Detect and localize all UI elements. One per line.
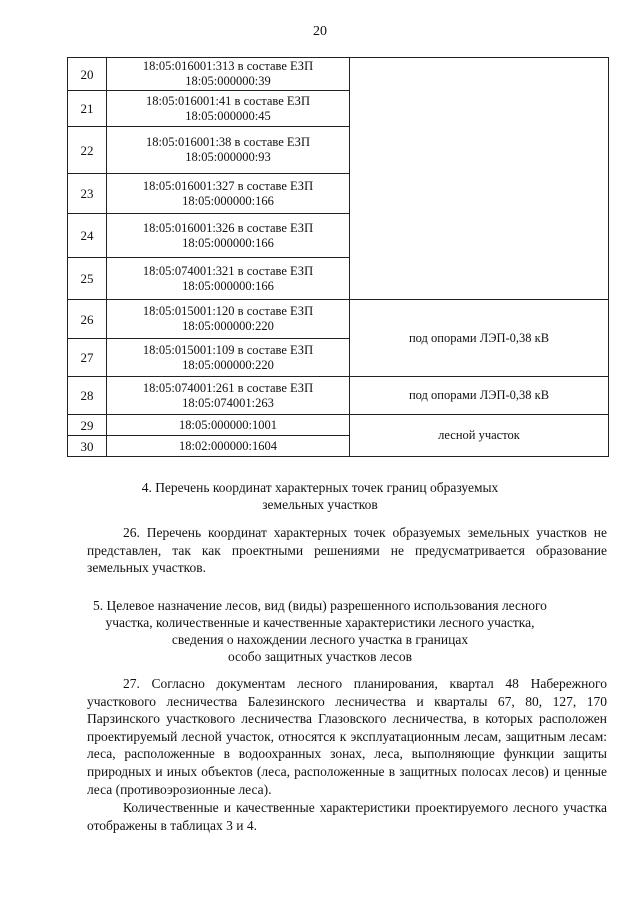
- plot-cell: [107, 174, 350, 214]
- plot-id: 18:05:074001:261 в составе ЕЗП: [142, 380, 314, 395]
- row-number: 21: [68, 91, 107, 127]
- plot-id: 18:05:000000:1001: [107, 415, 350, 436]
- heading-line: земельных участков: [262, 497, 378, 512]
- heading-line: участка, количественные и качественные характеристики лесного участка,: [105, 615, 535, 630]
- purpose-note: под опорами ЛЭП-0,38 кВ: [350, 377, 609, 415]
- purpose-note: лесной участок: [350, 415, 609, 457]
- plot-cell: [107, 339, 350, 377]
- table-row: [68, 58, 609, 91]
- plot-cell: [107, 258, 350, 300]
- table-row: [68, 377, 609, 415]
- plot-id: 18:05:016001:327 в составе ЕЗП: [142, 178, 314, 193]
- row-number: 27: [68, 339, 107, 377]
- plot-cell: [107, 58, 350, 91]
- plot-id: 18:05:016001:38 в составе ЕЗП: [146, 135, 310, 149]
- plots-table: [67, 57, 609, 457]
- ezp-id: 18:05:074001:263: [182, 395, 274, 410]
- plot-id: 18:05:016001:41 в составе ЕЗП: [146, 93, 310, 108]
- plot-cell: [107, 300, 350, 339]
- row-number: 26: [68, 300, 107, 339]
- ezp-id: 18:05:000000:45: [185, 108, 271, 123]
- table-row: [68, 415, 609, 436]
- ezp-id: 18:05:000000:166: [182, 278, 274, 293]
- ezp-id: 18:05:000000:93: [185, 150, 271, 164]
- section-5-heading: [0, 597, 640, 665]
- row-number: 28: [68, 377, 107, 415]
- heading-line: 5. Целевое назначение лесов, вид (виды) разрешенного использования лесного: [93, 598, 547, 613]
- plot-id: 18:05:074001:321 в составе ЕЗП: [142, 263, 314, 278]
- purpose-note: под опорами ЛЭП-0,38 кВ: [350, 300, 609, 377]
- ezp-id: 18:05:000000:39: [185, 74, 271, 88]
- plot-id: 18:05:015001:109 в составе ЕЗП: [142, 342, 314, 357]
- row-number: 23: [68, 174, 107, 214]
- row-number: 20: [68, 58, 107, 91]
- paragraph-tables-reference: Количественные и качественные характеристики проектируемого лесного участка отображены в таблицах 3 и 4.: [87, 800, 607, 833]
- plot-cell: [107, 214, 350, 258]
- heading-line: особо защитных участков лесов: [227, 649, 413, 664]
- row-number: 25: [68, 258, 107, 300]
- plot-cell: [107, 127, 350, 174]
- plot-id: 18:05:016001:326 в составе ЕЗП: [142, 220, 314, 235]
- plot-id: 18:05:016001:313 в составе ЕЗП: [142, 59, 314, 73]
- section-4-heading: [0, 479, 640, 513]
- row-number: 22: [68, 127, 107, 174]
- ezp-id: 18:05:000000:166: [182, 193, 274, 208]
- paragraph-26: 26. Перечень координат характерных точек образуемых земельных участков не представлен, так как проектными решениями не предусматривается образование земельных участков.: [87, 525, 607, 576]
- row-number: 30: [68, 436, 107, 457]
- plot-id: 18:05:015001:120 в составе ЕЗП: [142, 304, 314, 318]
- ezp-id: 18:05:000000:220: [182, 357, 274, 372]
- row-number: 24: [68, 214, 107, 258]
- heading-line: 4. Перечень координат характерных точек границ образуемых: [141, 480, 499, 495]
- ezp-id: 18:05:000000:166: [182, 235, 274, 250]
- table-row: [68, 300, 609, 339]
- empty-note-cell: [350, 58, 609, 300]
- page-number: 20: [313, 24, 327, 39]
- plot-id: 18:02:000000:1604: [107, 436, 350, 457]
- row-number: 29: [68, 415, 107, 436]
- paragraph-27: 27. Согласно документам лесного планирования, квартал 48 Набережного участкового лесничества Балезинского лесничества и кварталы 67, 80, 127, 170 Парзинского участкового лесничества Глазовского лесничества, в которых расположен проектируемый лесной участок, относятся к эксплуатационным лесам, защитным лесам: леса, расположенные в водоохранных зонах, леса, выполняющие функции защиты природных и иных объектов (леса, расположенные в защитных полосах лесов) и ценные леса (противоэрозионные леса).: [87, 676, 607, 797]
- plot-cell: [107, 91, 350, 127]
- heading-line: сведения о нахождении лесного участка в границах: [171, 632, 469, 647]
- ezp-id: 18:05:000000:220: [182, 319, 274, 333]
- plot-cell: [107, 377, 350, 415]
